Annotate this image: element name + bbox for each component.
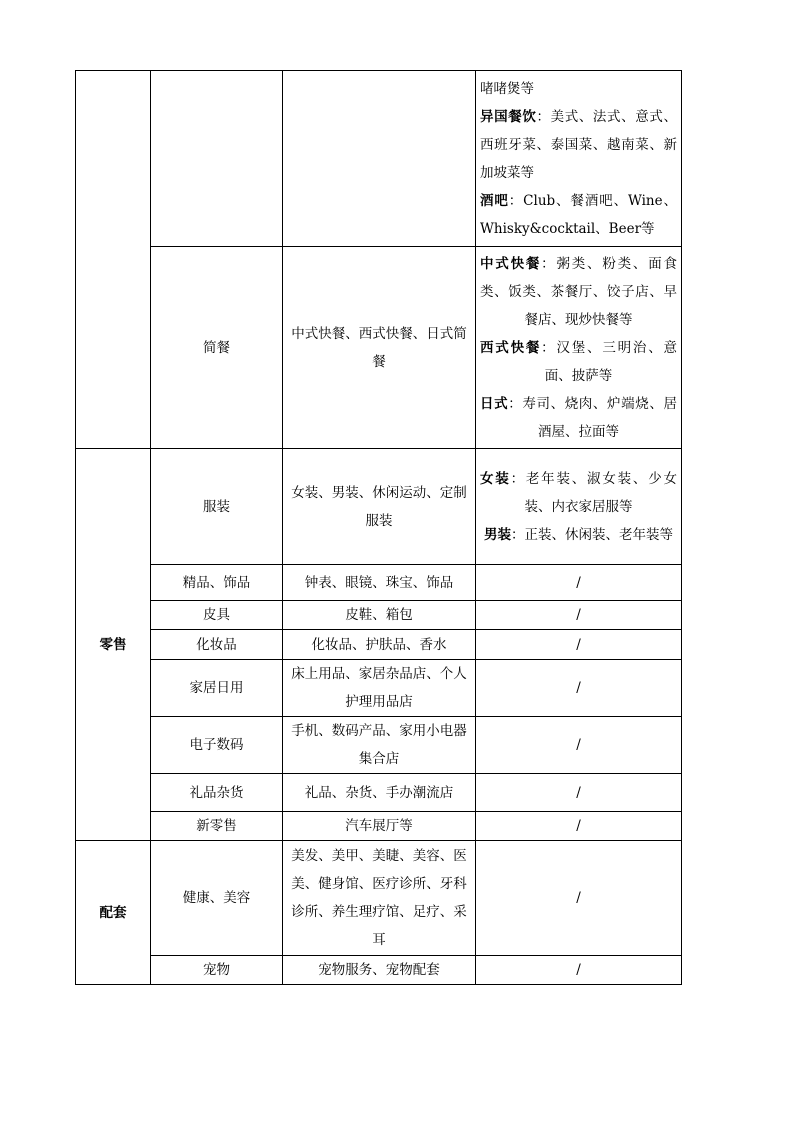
description-cell [476,247,682,449]
subcategory-cell: 精品、饰品 [151,565,283,601]
subcategory-cell: 电子数码 [151,717,283,774]
subcategory-cell: 皮具 [151,601,283,630]
description-line: 男装：正装、休闲装、老年装等 [484,526,673,543]
description-cell: / [476,841,682,956]
description-line: 女装：老年装、淑女装、少女装、内衣家居服等 [480,470,678,515]
types-cell: 化妆品、护肤品、香水 [283,630,476,660]
description-cell: / [476,717,682,774]
subcategory-cell: 礼品杂货 [151,774,283,812]
table-row [76,449,682,565]
description-cell: / [476,660,682,717]
types-cell: 钟表、眼镜、珠宝、饰品 [283,565,476,601]
types-cell [283,71,476,247]
category-cell-food [76,71,151,449]
table-row [76,717,682,774]
types-cell: 手机、数码产品、家用小电器集合店 [283,717,476,774]
types-cell: 皮鞋、箱包 [283,601,476,630]
description-line: 中式快餐：粥类、粉类、面食类、饭类、茶餐厅、饺子店、早餐店、现炒快餐等 [480,255,678,328]
category-cell-support: 配套 [76,841,151,985]
subcategory-cell: 家居日用 [151,660,283,717]
subcategory-cell [151,71,283,247]
table-row [76,565,682,601]
category-cell-retail: 零售 [76,449,151,841]
description-cell: / [476,601,682,630]
description-cell [476,449,682,565]
table-row [76,247,682,449]
types-cell: 床上用品、家居杂品店、个人护理用品店 [283,660,476,717]
tenant-category-table [75,70,682,985]
description-cell [476,71,682,247]
subcategory-cell: 简餐 [151,247,283,449]
subcategory-cell: 新零售 [151,812,283,841]
table-row [76,601,682,630]
description-cell: / [476,812,682,841]
table-row [76,630,682,660]
subcategory-cell: 服装 [151,449,283,565]
types-cell: 美发、美甲、美睫、美容、医美、健身馆、医疗诊所、牙科诊所、养生理疗馆、足疗、采耳 [283,841,476,956]
description-cell: / [476,956,682,985]
subcategory-cell: 宠物 [151,956,283,985]
table-row [76,956,682,985]
description-line: 酒吧：Club、餐酒吧、Wine、Whisky&cocktail、Beer等 [480,192,678,237]
description-cell: / [476,630,682,660]
types-cell: 宠物服务、宠物配套 [283,956,476,985]
table-row [76,841,682,956]
types-cell: 中式快餐、西式快餐、日式简餐 [283,247,476,449]
table-row [76,660,682,717]
description-cell: / [476,565,682,601]
table-row [76,71,682,247]
types-cell: 汽车展厅等 [283,812,476,841]
description-cell: / [476,774,682,812]
types-cell: 女装、男装、休闲运动、定制服装 [283,449,476,565]
description-line: 日式：寿司、烧肉、炉端烧、居酒屋、拉面等 [480,395,678,440]
subcategory-cell: 健康、美容 [151,841,283,956]
description-line: 异国餐饮：美式、法式、意式、西班牙菜、泰国菜、越南菜、新加坡菜等 [480,108,678,181]
description-line: 啫啫煲等 [480,80,534,97]
description-line: 西式快餐：汉堡、三明治、意面、披萨等 [480,339,678,384]
types-cell: 礼品、杂货、手办潮流店 [283,774,476,812]
subcategory-cell: 化妆品 [151,630,283,660]
table-row [76,812,682,841]
table-row [76,774,682,812]
